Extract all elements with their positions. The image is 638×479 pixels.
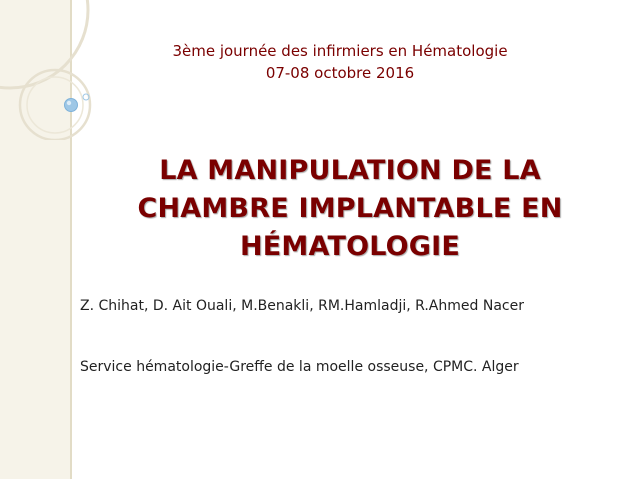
event-title-line2: 07-08 octobre 2016 — [265, 64, 415, 82]
slide-title-line1: LA MANIPULATION DE LA — [159, 155, 541, 186]
slide-title-line3: HÉMATOLOGIE — [239, 231, 461, 262]
authors-list: Z. Chihat, D. Ait Ouali, M.Benakli, RM.Hamladji, R.Ahmed Nacer — [80, 298, 524, 314]
slide-title — [90, 152, 610, 266]
service-affiliation: Service hématologie-Greffe de la moelle osseuse, CPMC. Alger — [80, 359, 519, 375]
slide-title-line2: CHAMBRE IMPLANTABLE EN — [137, 193, 563, 224]
event-title — [100, 40, 580, 84]
event-title-line1: 3ème journée des infirmiers en Hématologie — [172, 42, 508, 60]
